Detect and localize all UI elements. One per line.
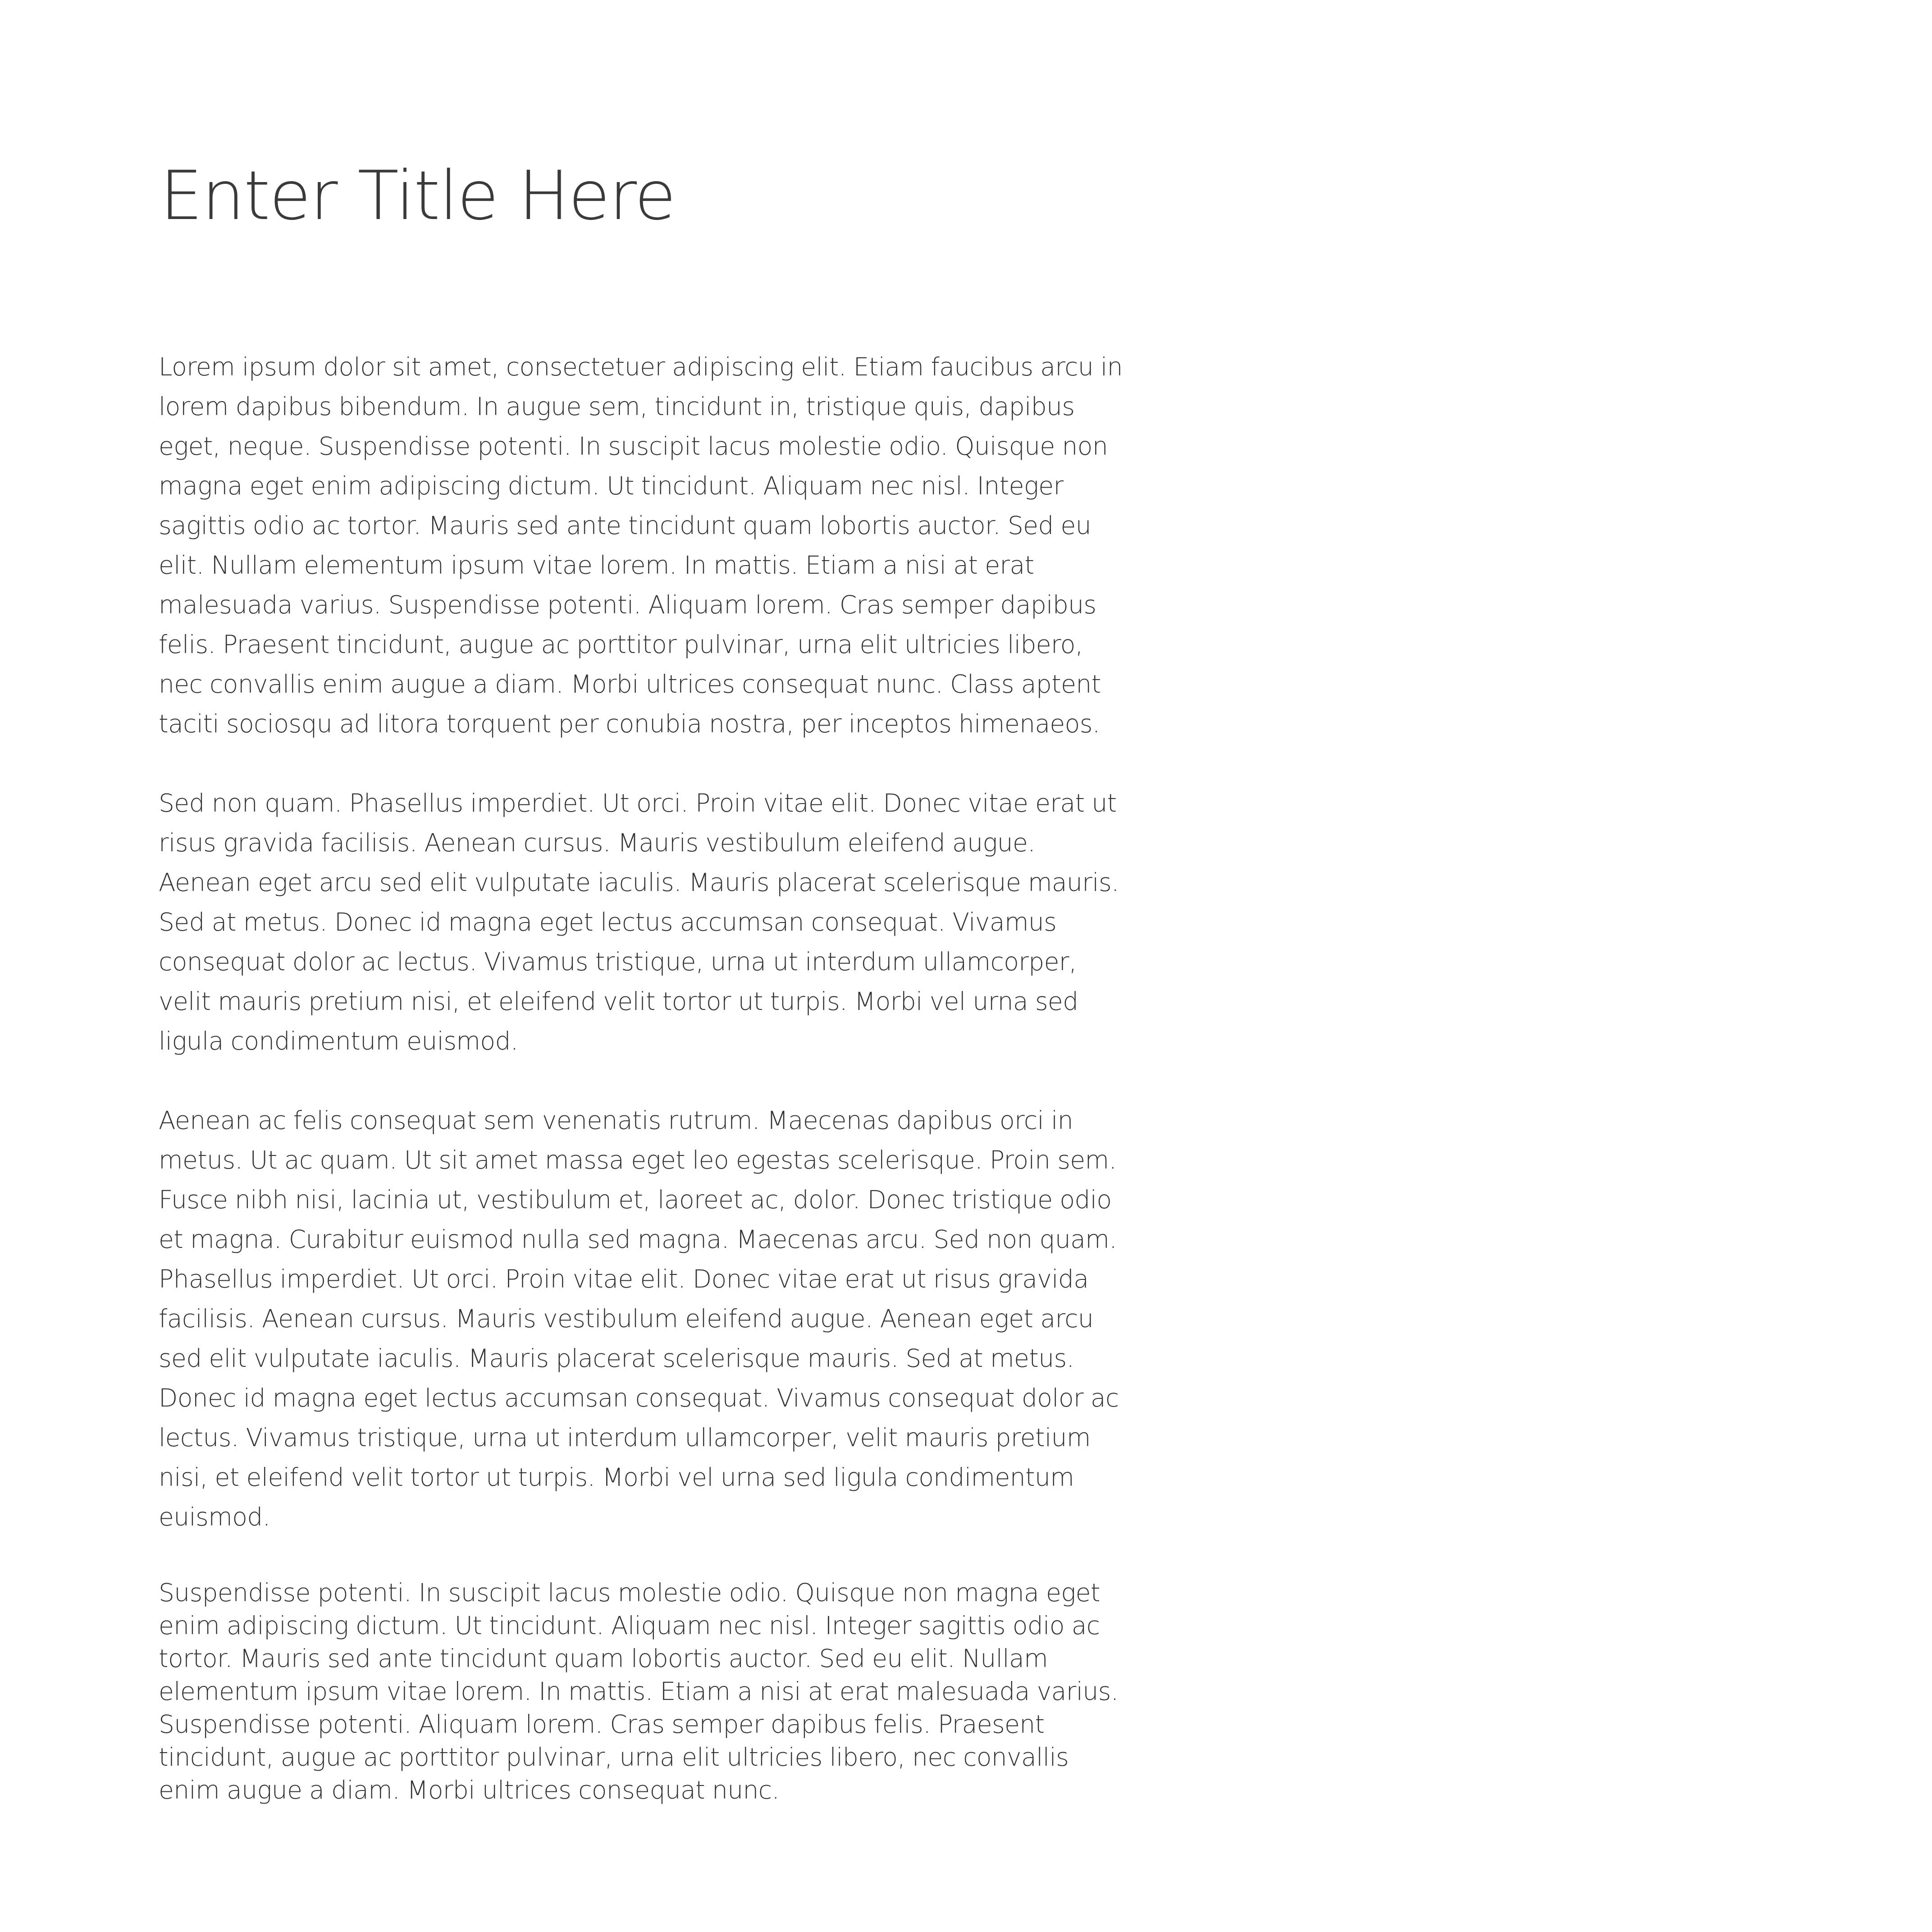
document-title: Enter Title Here xyxy=(160,157,676,235)
paragraph-1: Lorem ipsum dolor sit amet, consectetuer adipiscing elit. Etiam faucibus arcu in lorem dapibus bibendum. In augue sem, tincidunt in, tristique quis, dapibus eget, neque. Suspendisse potenti. In suscipit lacus molestie odio. Quisque non magna eget enim adipiscing dictum. Ut tincidunt. Aliquam nec nisl. Integer sagittis odio ac tortor. Mauris sed ante tincidunt quam lobortis auctor. Sed eu elit. Nullam elementum ipsum vitae lorem. In mattis. Etiam a nisi at erat malesuada varius. Suspendisse potenti. Aliquam lorem. Cras semper dapibus felis. Praesent tincidunt, augue ac porttitor pulvinar, urna elit ultricies libero, nec convallis enim augue a diam. Morbi ultrices consequat nunc. Class aptent taciti sociosqu ad litora torquent per conubia nostra, per inceptos himenaeos. xyxy=(159,352,1123,738)
paragraph-4: Suspendisse potenti. In suscipit lacus molestie odio. Quisque non magna eget enim adipiscing dictum. Ut tincidunt. Aliquam nec nisl. Integer sagittis odio ac tortor. Mauris sed ante tincidunt quam lobortis auctor. Sed eu elit. Nullam elementum ipsum vitae lorem. In mattis. Etiam a nisi at erat malesuada varius. Suspendisse potenti. Aliquam lorem. Cras semper dapibus felis. Praesent tincidunt, augue ac porttitor pulvinar, urna elit ultricies libero, nec convallis enim augue a diam. Morbi ultrices consequat nunc. xyxy=(159,1578,1119,1804)
paragraph-2: Sed non quam. Phasellus imperdiet. Ut orci. Proin vitae elit. Donec vitae erat ut risus gravida facilisis. Aenean cursus. Mauris vestibulum eleifend augue. Aenean eget arcu sed elit vulputate iaculis. Mauris placerat scelerisque mauris. Sed at metus. Donec id magna eget lectus accumsan consequat. Vivamus consequat dolor ac lectus. Vivamus tristique, urna ut interdum ullamcorper, velit mauris pretium nisi, et eleifend velit tortor ut turpis. Morbi vel urna sed ligula condimentum euismod. xyxy=(159,789,1119,1055)
paragraph-3: Aenean ac felis consequat sem venenatis rutrum. Maecenas dapibus orci in metus. Ut ac quam. Ut sit amet massa eget leo egestas scelerisque. Proin sem. Fusce nibh nisi, lacinia ut, vestibulum et, laoreet ac, dolor. Donec tristique odio et magna. Curabitur euismod nulla sed magna. Maecenas arcu. Sed non quam. Phasellus imperdiet. Ut orci. Proin vitae elit. Donec vitae erat ut risus gravida facilisis. Aenean cursus. Mauris vestibulum eleifend augue. Aenean eget arcu sed elit vulputate iaculis. Mauris placerat scelerisque mauris. Sed at metus. Donec id magna eget lectus accumsan consequat. Vivamus consequat dolor ac lectus. Vivamus tristique, urna ut interdum ullamcorper, velit mauris pretium nisi, et eleifend velit tortor ut turpis. Morbi vel urna sed ligula condimentum euismod. xyxy=(159,1106,1119,1531)
document-body xyxy=(159,347,1128,1807)
